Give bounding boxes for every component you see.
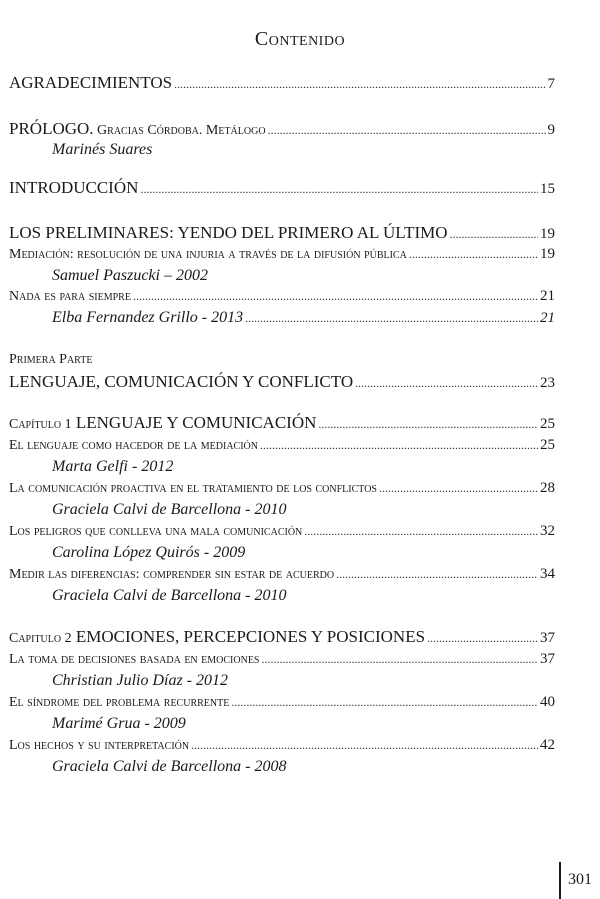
toc-entry-author: Marta Gelfi - 2012 (52, 458, 174, 475)
toc-entry-title: Medir las diferencias: comprender sin estar de acuerdo (9, 567, 335, 582)
toc-entry-title: PRÓLOGO. (9, 119, 94, 138)
toc-entry-author: Carolina López Quirós - 2009 (52, 544, 246, 561)
dot-leader (261, 652, 538, 667)
page-number: 301 (568, 871, 592, 888)
dot-leader (336, 567, 538, 582)
toc-entry-title: LOS PRELIMINARES: YENDO DEL PRIMERO AL ÚLTIMO (9, 223, 448, 242)
part-label: Primera Parte (9, 352, 93, 367)
toc-entry-lenguaje-hacedor[interactable] (9, 437, 555, 454)
toc-entry-introduccion[interactable] (9, 178, 555, 198)
toc-entry-title: El lenguaje como hacedor de la mediación (9, 438, 258, 453)
dot-leader (304, 524, 538, 539)
toc-entry-chapter: Capitulo 2 (9, 631, 72, 646)
toc-entry-nada-es-para-siempre[interactable] (9, 288, 555, 305)
page-title: Contenido (254, 28, 346, 50)
toc-entry-comunicacion-proactiva[interactable] (9, 480, 555, 497)
toc-entry-page: 32 (540, 523, 555, 539)
toc-entry-page: 37 (540, 630, 555, 646)
dot-leader (231, 695, 538, 710)
toc-entry-page: 34 (540, 566, 555, 582)
dot-leader (427, 631, 538, 646)
dot-leader (355, 376, 538, 391)
toc-entry-title: Los peligros que conlleva una mala comunicación (9, 524, 303, 539)
toc-entry-subtitle: Gracias Córdoba. Metálogo (93, 123, 266, 138)
toc-entry-capitulo-1[interactable] (9, 413, 555, 433)
toc-entry-sindrome[interactable] (9, 694, 555, 711)
toc-entry-peligros[interactable] (9, 523, 555, 540)
toc-entry-title: Mediación: resolución de una injuria a través de la difusión pública (9, 247, 407, 262)
dot-leader (174, 77, 545, 92)
dot-leader (191, 738, 538, 753)
toc-entry-page: 37 (540, 651, 555, 667)
toc-entry-page: 23 (540, 375, 555, 391)
page-number-rule (559, 862, 561, 899)
toc-entry-title: INTRODUCCIÓN (9, 178, 139, 197)
toc-entry-page: 19 (540, 246, 555, 262)
toc-entry-page: 42 (540, 737, 555, 753)
toc-entry-hechos[interactable] (9, 737, 555, 754)
dot-leader (140, 182, 538, 197)
toc-entry-title: La comunicación proactiva en el tratamiento de los conflictos (9, 481, 377, 496)
toc-entry-author: Graciela Calvi de Barcellona - 2010 (52, 501, 287, 518)
dot-leader (409, 247, 538, 262)
dot-leader (318, 417, 538, 432)
toc-entry-title: EMOCIONES, PERCEPCIONES Y POSICIONES (71, 627, 426, 646)
toc-entry-title: LENGUAJE, COMUNICACIÓN Y CONFLICTO (9, 372, 354, 391)
dot-leader (268, 123, 546, 138)
toc-entry-author: Marimé Grua - 2009 (52, 715, 186, 732)
toc-entry-title: La toma de decisiones basada en emociones (9, 652, 260, 667)
toc-entry-page: 40 (540, 694, 555, 710)
toc-entry-page: 28 (540, 480, 555, 496)
toc-entry-page: 25 (540, 437, 555, 453)
toc-entry-preliminares[interactable] (9, 223, 555, 243)
toc-entry-page: 19 (540, 226, 555, 242)
toc-entry-agradecimientos[interactable] (9, 73, 555, 93)
toc-entry-author: Graciela Calvi de Barcellona - 2010 (52, 587, 287, 604)
toc-entry-author: Samuel Paszucki – 2002 (52, 267, 208, 284)
toc-entry-page: 21 (540, 288, 555, 304)
toc-entry-author-line (52, 309, 555, 327)
toc-entry-title: Los hechos y su interpretación (9, 738, 190, 753)
toc-entry-lenguaje-comunicacion-conflicto[interactable] (9, 372, 555, 392)
toc-entry-page: 25 (540, 416, 555, 432)
toc-entry-chapter: Capítulo 1 (9, 417, 72, 432)
toc-entry-author: Christian Julio Díaz - 2012 (52, 672, 229, 689)
dot-leader (450, 227, 538, 242)
toc-entry-page: 21 (540, 310, 555, 326)
toc-entry-capitulo-2[interactable] (9, 627, 555, 647)
toc-entry-title: El síndrome del problema recurrente (9, 695, 230, 710)
toc-entry-title: Nada es para siempre (9, 289, 131, 304)
toc-entry-author: Marinés Suares (52, 141, 153, 158)
toc-entry-page: 9 (547, 122, 555, 138)
toc-entry-author: Elba Fernandez Grillo - 2013 (52, 309, 244, 326)
dot-leader (245, 311, 538, 326)
toc-entry-mediacion[interactable] (9, 246, 555, 263)
toc-entry-title: AGRADECIMIENTOS (9, 73, 173, 92)
toc-entry-prologo[interactable] (9, 119, 555, 139)
dot-leader (379, 481, 538, 496)
toc-entry-title: LENGUAJE Y COMUNICACIÓN (71, 413, 317, 432)
toc-entry-page: 7 (547, 76, 555, 92)
toc-entry-page: 15 (540, 181, 555, 197)
toc-entry-author: Graciela Calvi de Barcellona - 2008 (52, 758, 287, 775)
toc-entry-medir-diferencias[interactable] (9, 566, 555, 583)
dot-leader (133, 289, 538, 304)
dot-leader (260, 438, 538, 453)
toc-entry-toma-decisiones[interactable] (9, 651, 555, 668)
